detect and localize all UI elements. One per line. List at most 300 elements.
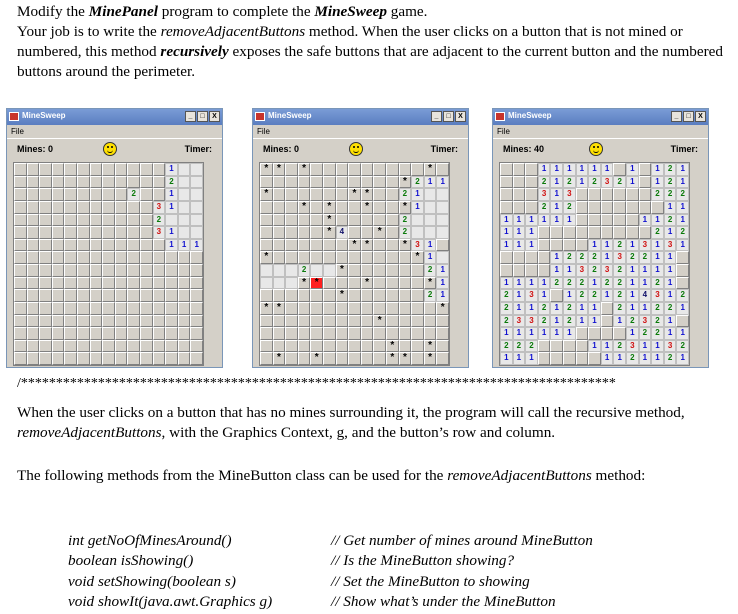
number-cell[interactable]: 1 xyxy=(550,264,563,277)
hidden-cell[interactable] xyxy=(14,201,27,214)
number-cell[interactable]: 1 xyxy=(588,302,601,315)
hidden-cell[interactable] xyxy=(178,315,191,328)
hidden-cell[interactable] xyxy=(64,340,77,353)
hidden-cell[interactable] xyxy=(52,163,65,176)
hidden-cell[interactable] xyxy=(323,277,336,290)
number-cell[interactable]: 2 xyxy=(399,188,412,201)
hidden-cell[interactable] xyxy=(14,264,27,277)
hidden-cell[interactable] xyxy=(140,302,153,315)
hidden-cell[interactable] xyxy=(386,201,399,214)
hidden-cell[interactable] xyxy=(373,214,386,227)
hidden-cell[interactable] xyxy=(373,188,386,201)
hidden-cell[interactable] xyxy=(386,163,399,176)
hidden-cell[interactable] xyxy=(178,251,191,264)
number-cell[interactable]: 2 xyxy=(576,277,589,290)
hidden-cell[interactable] xyxy=(298,251,311,264)
hidden-cell[interactable] xyxy=(424,327,437,340)
mine-cell[interactable]: * xyxy=(260,302,273,315)
hidden-cell[interactable] xyxy=(115,277,128,290)
hidden-cell[interactable] xyxy=(64,315,77,328)
hidden-cell[interactable] xyxy=(285,214,298,227)
hidden-cell[interactable] xyxy=(260,214,273,227)
hidden-cell[interactable] xyxy=(115,352,128,365)
smiley-reset-icon[interactable] xyxy=(103,142,117,156)
number-cell[interactable]: 1 xyxy=(676,239,689,252)
hidden-cell[interactable] xyxy=(39,340,52,353)
hidden-cell[interactable] xyxy=(102,277,115,290)
hidden-cell[interactable] xyxy=(77,302,90,315)
hidden-cell[interactable] xyxy=(115,289,128,302)
hidden-cell[interactable] xyxy=(373,277,386,290)
hidden-cell[interactable] xyxy=(336,239,349,252)
hidden-cell[interactable] xyxy=(140,214,153,227)
hidden-cell[interactable] xyxy=(285,302,298,315)
hidden-cell[interactable] xyxy=(576,188,589,201)
hidden-cell[interactable] xyxy=(601,188,614,201)
number-cell[interactable]: 2 xyxy=(676,340,689,353)
hidden-cell[interactable] xyxy=(260,239,273,252)
hidden-cell[interactable] xyxy=(323,188,336,201)
number-cell[interactable]: 1 xyxy=(664,327,677,340)
hidden-cell[interactable] xyxy=(285,239,298,252)
hidden-cell[interactable] xyxy=(77,264,90,277)
hidden-cell[interactable] xyxy=(310,315,323,328)
hidden-cell[interactable] xyxy=(601,315,614,328)
hidden-cell[interactable] xyxy=(153,327,166,340)
hidden-cell[interactable] xyxy=(27,315,40,328)
number-cell[interactable]: 2 xyxy=(298,264,311,277)
number-cell[interactable]: 2 xyxy=(676,289,689,302)
menu-file[interactable]: File xyxy=(257,127,270,136)
empty-cell[interactable] xyxy=(411,226,424,239)
number-cell[interactable]: 2 xyxy=(424,289,437,302)
hidden-cell[interactable] xyxy=(550,340,563,353)
empty-cell[interactable] xyxy=(424,214,437,227)
hidden-cell[interactable] xyxy=(140,188,153,201)
hidden-cell[interactable] xyxy=(285,352,298,365)
hidden-cell[interactable] xyxy=(39,315,52,328)
number-cell[interactable]: 2 xyxy=(639,251,652,264)
hidden-cell[interactable] xyxy=(348,277,361,290)
number-cell[interactable]: 2 xyxy=(626,251,639,264)
hidden-cell[interactable] xyxy=(386,188,399,201)
number-cell[interactable]: 1 xyxy=(436,277,449,290)
hidden-cell[interactable] xyxy=(361,340,374,353)
hidden-cell[interactable] xyxy=(310,188,323,201)
hidden-cell[interactable] xyxy=(153,251,166,264)
hidden-cell[interactable] xyxy=(361,176,374,189)
number-cell[interactable]: 1 xyxy=(626,277,639,290)
number-cell[interactable]: 1 xyxy=(525,277,538,290)
hidden-cell[interactable] xyxy=(115,226,128,239)
hidden-cell[interactable] xyxy=(115,340,128,353)
number-cell[interactable]: 2 xyxy=(613,239,626,252)
hidden-cell[interactable] xyxy=(14,340,27,353)
hidden-cell[interactable] xyxy=(273,251,286,264)
number-cell[interactable]: 2 xyxy=(538,201,551,214)
hidden-cell[interactable] xyxy=(77,277,90,290)
number-cell[interactable]: 1 xyxy=(601,251,614,264)
hidden-cell[interactable] xyxy=(102,315,115,328)
number-cell[interactable]: 3 xyxy=(563,188,576,201)
number-cell[interactable]: 1 xyxy=(500,214,513,227)
hidden-cell[interactable] xyxy=(39,264,52,277)
hidden-cell[interactable] xyxy=(411,327,424,340)
hidden-cell[interactable] xyxy=(27,302,40,315)
hidden-cell[interactable] xyxy=(127,201,140,214)
number-cell[interactable]: 1 xyxy=(513,226,526,239)
number-cell[interactable]: 1 xyxy=(664,264,677,277)
hidden-cell[interactable] xyxy=(77,340,90,353)
hidden-cell[interactable] xyxy=(576,226,589,239)
hidden-cell[interactable] xyxy=(64,226,77,239)
empty-cell[interactable] xyxy=(285,264,298,277)
number-cell[interactable]: 4 xyxy=(336,226,349,239)
hidden-cell[interactable] xyxy=(361,214,374,227)
number-cell[interactable]: 1 xyxy=(563,214,576,227)
number-cell[interactable]: 1 xyxy=(664,315,677,328)
number-cell[interactable]: 1 xyxy=(676,352,689,365)
hidden-cell[interactable] xyxy=(52,327,65,340)
hidden-cell[interactable] xyxy=(140,327,153,340)
empty-cell[interactable] xyxy=(424,226,437,239)
number-cell[interactable]: 2 xyxy=(550,277,563,290)
empty-cell[interactable] xyxy=(424,201,437,214)
hidden-cell[interactable] xyxy=(90,340,103,353)
hidden-cell[interactable] xyxy=(127,315,140,328)
number-cell[interactable]: 2 xyxy=(651,315,664,328)
number-cell[interactable]: 2 xyxy=(626,315,639,328)
hidden-cell[interactable] xyxy=(260,327,273,340)
hidden-cell[interactable] xyxy=(563,239,576,252)
number-cell[interactable]: 2 xyxy=(576,251,589,264)
mine-cell[interactable]: * xyxy=(323,226,336,239)
empty-cell[interactable] xyxy=(273,277,286,290)
hidden-cell[interactable] xyxy=(386,302,399,315)
number-cell[interactable]: 3 xyxy=(153,201,166,214)
hidden-cell[interactable] xyxy=(64,264,77,277)
hidden-cell[interactable] xyxy=(310,239,323,252)
number-cell[interactable]: 2 xyxy=(639,327,652,340)
number-cell[interactable]: 1 xyxy=(411,188,424,201)
number-cell[interactable]: 1 xyxy=(550,201,563,214)
hidden-cell[interactable] xyxy=(77,176,90,189)
hidden-cell[interactable] xyxy=(64,327,77,340)
number-cell[interactable]: 2 xyxy=(588,264,601,277)
hidden-cell[interactable] xyxy=(102,340,115,353)
hidden-cell[interactable] xyxy=(39,176,52,189)
hidden-cell[interactable] xyxy=(386,327,399,340)
hidden-cell[interactable] xyxy=(77,239,90,252)
number-cell[interactable]: 1 xyxy=(664,201,677,214)
number-cell[interactable]: 1 xyxy=(563,289,576,302)
hidden-cell[interactable] xyxy=(336,176,349,189)
hidden-cell[interactable] xyxy=(513,188,526,201)
hidden-cell[interactable] xyxy=(140,251,153,264)
hidden-cell[interactable] xyxy=(14,277,27,290)
number-cell[interactable]: 2 xyxy=(613,289,626,302)
hidden-cell[interactable] xyxy=(165,302,178,315)
exploded-mine-cell[interactable]: * xyxy=(310,277,323,290)
empty-cell[interactable] xyxy=(260,264,273,277)
mine-cell[interactable]: * xyxy=(273,302,286,315)
hidden-cell[interactable] xyxy=(373,251,386,264)
hidden-cell[interactable] xyxy=(153,163,166,176)
hidden-cell[interactable] xyxy=(52,315,65,328)
number-cell[interactable]: 2 xyxy=(651,302,664,315)
number-cell[interactable]: 1 xyxy=(165,226,178,239)
hidden-cell[interactable] xyxy=(411,289,424,302)
number-cell[interactable]: 1 xyxy=(626,289,639,302)
hidden-cell[interactable] xyxy=(140,226,153,239)
number-cell[interactable]: 1 xyxy=(563,327,576,340)
hidden-cell[interactable] xyxy=(601,214,614,227)
hidden-cell[interactable] xyxy=(140,201,153,214)
hidden-cell[interactable] xyxy=(361,327,374,340)
hidden-cell[interactable] xyxy=(14,302,27,315)
number-cell[interactable]: 1 xyxy=(588,163,601,176)
hidden-cell[interactable] xyxy=(361,226,374,239)
hidden-cell[interactable] xyxy=(424,302,437,315)
number-cell[interactable]: 1 xyxy=(500,277,513,290)
mine-cell[interactable]: * xyxy=(298,277,311,290)
number-cell[interactable]: 1 xyxy=(639,302,652,315)
mine-cell[interactable]: * xyxy=(436,302,449,315)
hidden-cell[interactable] xyxy=(178,340,191,353)
hidden-cell[interactable] xyxy=(27,226,40,239)
hidden-cell[interactable] xyxy=(140,163,153,176)
hidden-cell[interactable] xyxy=(90,176,103,189)
empty-cell[interactable] xyxy=(190,163,203,176)
number-cell[interactable]: 1 xyxy=(576,315,589,328)
hidden-cell[interactable] xyxy=(513,201,526,214)
hidden-cell[interactable] xyxy=(336,163,349,176)
hidden-cell[interactable] xyxy=(386,251,399,264)
hidden-cell[interactable] xyxy=(178,289,191,302)
number-cell[interactable]: 1 xyxy=(424,239,437,252)
mine-cell[interactable]: * xyxy=(424,352,437,365)
hidden-cell[interactable] xyxy=(39,277,52,290)
hidden-cell[interactable] xyxy=(115,201,128,214)
hidden-cell[interactable] xyxy=(285,188,298,201)
empty-cell[interactable] xyxy=(323,264,336,277)
hidden-cell[interactable] xyxy=(373,201,386,214)
number-cell[interactable]: 1 xyxy=(651,176,664,189)
number-cell[interactable]: 1 xyxy=(538,163,551,176)
hidden-cell[interactable] xyxy=(285,251,298,264)
number-cell[interactable]: 1 xyxy=(165,163,178,176)
hidden-cell[interactable] xyxy=(310,289,323,302)
hidden-cell[interactable] xyxy=(64,251,77,264)
number-cell[interactable]: 3 xyxy=(153,226,166,239)
number-cell[interactable]: 2 xyxy=(676,226,689,239)
number-cell[interactable]: 1 xyxy=(165,188,178,201)
hidden-cell[interactable] xyxy=(39,214,52,227)
hidden-cell[interactable] xyxy=(27,214,40,227)
number-cell[interactable]: 1 xyxy=(664,226,677,239)
number-cell[interactable]: 1 xyxy=(613,352,626,365)
number-cell[interactable]: 2 xyxy=(576,289,589,302)
hidden-cell[interactable] xyxy=(77,226,90,239)
empty-cell[interactable] xyxy=(190,188,203,201)
hidden-cell[interactable] xyxy=(14,315,27,328)
hidden-cell[interactable] xyxy=(140,352,153,365)
hidden-cell[interactable] xyxy=(500,188,513,201)
hidden-cell[interactable] xyxy=(373,327,386,340)
hidden-cell[interactable] xyxy=(298,239,311,252)
number-cell[interactable]: 1 xyxy=(411,201,424,214)
number-cell[interactable]: 2 xyxy=(588,251,601,264)
number-cell[interactable]: 2 xyxy=(165,176,178,189)
hidden-cell[interactable] xyxy=(153,239,166,252)
number-cell[interactable]: 3 xyxy=(411,239,424,252)
hidden-cell[interactable] xyxy=(140,315,153,328)
hidden-cell[interactable] xyxy=(626,201,639,214)
hidden-cell[interactable] xyxy=(626,214,639,227)
hidden-cell[interactable] xyxy=(613,226,626,239)
hidden-cell[interactable] xyxy=(140,239,153,252)
title-bar[interactable] xyxy=(253,109,468,125)
hidden-cell[interactable] xyxy=(336,201,349,214)
hidden-cell[interactable] xyxy=(102,302,115,315)
number-cell[interactable]: 1 xyxy=(550,251,563,264)
number-cell[interactable]: 2 xyxy=(563,302,576,315)
hidden-cell[interactable] xyxy=(373,264,386,277)
hidden-cell[interactable] xyxy=(436,327,449,340)
hidden-cell[interactable] xyxy=(310,251,323,264)
mine-cell[interactable]: * xyxy=(260,251,273,264)
hidden-cell[interactable] xyxy=(613,327,626,340)
hidden-cell[interactable] xyxy=(601,302,614,315)
hidden-cell[interactable] xyxy=(64,176,77,189)
empty-cell[interactable] xyxy=(436,251,449,264)
hidden-cell[interactable] xyxy=(500,251,513,264)
hidden-cell[interactable] xyxy=(500,176,513,189)
hidden-cell[interactable] xyxy=(77,327,90,340)
hidden-cell[interactable] xyxy=(90,327,103,340)
hidden-cell[interactable] xyxy=(90,277,103,290)
hidden-cell[interactable] xyxy=(27,163,40,176)
hidden-cell[interactable] xyxy=(127,352,140,365)
mine-cell[interactable]: * xyxy=(424,277,437,290)
hidden-cell[interactable] xyxy=(273,201,286,214)
empty-cell[interactable] xyxy=(436,201,449,214)
number-cell[interactable]: 2 xyxy=(538,176,551,189)
hidden-cell[interactable] xyxy=(153,188,166,201)
empty-cell[interactable] xyxy=(178,214,191,227)
hidden-cell[interactable] xyxy=(165,327,178,340)
mine-cell[interactable]: * xyxy=(373,315,386,328)
number-cell[interactable]: 1 xyxy=(576,163,589,176)
hidden-cell[interactable] xyxy=(165,352,178,365)
hidden-cell[interactable] xyxy=(39,327,52,340)
hidden-cell[interactable] xyxy=(77,201,90,214)
hidden-cell[interactable] xyxy=(285,289,298,302)
hidden-cell[interactable] xyxy=(260,289,273,302)
hidden-cell[interactable] xyxy=(52,188,65,201)
hidden-cell[interactable] xyxy=(90,214,103,227)
number-cell[interactable]: 2 xyxy=(664,352,677,365)
hidden-cell[interactable] xyxy=(576,352,589,365)
number-cell[interactable]: 3 xyxy=(626,340,639,353)
empty-cell[interactable] xyxy=(178,201,191,214)
hidden-cell[interactable] xyxy=(348,176,361,189)
number-cell[interactable]: 2 xyxy=(651,188,664,201)
hidden-cell[interactable] xyxy=(115,315,128,328)
hidden-cell[interactable] xyxy=(310,327,323,340)
hidden-cell[interactable] xyxy=(361,289,374,302)
number-cell[interactable]: 2 xyxy=(563,176,576,189)
hidden-cell[interactable] xyxy=(14,188,27,201)
hidden-cell[interactable] xyxy=(52,251,65,264)
hidden-cell[interactable] xyxy=(310,214,323,227)
hidden-cell[interactable] xyxy=(348,163,361,176)
hidden-cell[interactable] xyxy=(525,163,538,176)
hidden-cell[interactable] xyxy=(336,302,349,315)
hidden-cell[interactable] xyxy=(190,289,203,302)
mine-cell[interactable]: * xyxy=(260,163,273,176)
number-cell[interactable]: 2 xyxy=(664,163,677,176)
hidden-cell[interactable] xyxy=(77,352,90,365)
hidden-cell[interactable] xyxy=(361,302,374,315)
number-cell[interactable]: 1 xyxy=(550,214,563,227)
hidden-cell[interactable] xyxy=(348,251,361,264)
hidden-cell[interactable] xyxy=(102,239,115,252)
hidden-cell[interactable] xyxy=(373,239,386,252)
number-cell[interactable]: 1 xyxy=(513,214,526,227)
hidden-cell[interactable] xyxy=(361,163,374,176)
hidden-cell[interactable] xyxy=(639,163,652,176)
hidden-cell[interactable] xyxy=(153,340,166,353)
hidden-cell[interactable] xyxy=(323,340,336,353)
title-bar[interactable] xyxy=(493,109,708,125)
hidden-cell[interactable] xyxy=(361,315,374,328)
hidden-cell[interactable] xyxy=(538,251,551,264)
hidden-cell[interactable] xyxy=(190,277,203,290)
hidden-cell[interactable] xyxy=(115,264,128,277)
number-cell[interactable]: 2 xyxy=(411,176,424,189)
hidden-cell[interactable] xyxy=(323,327,336,340)
hidden-cell[interactable] xyxy=(52,289,65,302)
number-cell[interactable]: 2 xyxy=(153,214,166,227)
hidden-cell[interactable] xyxy=(77,188,90,201)
number-cell[interactable]: 1 xyxy=(676,163,689,176)
hidden-cell[interactable] xyxy=(77,289,90,302)
number-cell[interactable]: 1 xyxy=(576,176,589,189)
number-cell[interactable]: 1 xyxy=(500,352,513,365)
mine-cell[interactable]: * xyxy=(399,352,412,365)
number-cell[interactable]: 2 xyxy=(563,201,576,214)
hidden-cell[interactable] xyxy=(39,188,52,201)
mine-cell[interactable]: * xyxy=(273,352,286,365)
mine-cell[interactable]: * xyxy=(361,277,374,290)
empty-cell[interactable] xyxy=(178,176,191,189)
hidden-cell[interactable] xyxy=(285,327,298,340)
hidden-cell[interactable] xyxy=(550,239,563,252)
number-cell[interactable]: 1 xyxy=(651,251,664,264)
mine-cell[interactable]: * xyxy=(399,201,412,214)
number-cell[interactable]: 3 xyxy=(525,315,538,328)
maximize-button[interactable]: □ xyxy=(683,111,694,122)
number-cell[interactable]: 2 xyxy=(563,251,576,264)
number-cell[interactable]: 1 xyxy=(538,289,551,302)
hidden-cell[interactable] xyxy=(39,302,52,315)
hidden-cell[interactable] xyxy=(538,340,551,353)
hidden-cell[interactable] xyxy=(601,327,614,340)
hidden-cell[interactable] xyxy=(27,352,40,365)
hidden-cell[interactable] xyxy=(90,239,103,252)
hidden-cell[interactable] xyxy=(310,226,323,239)
